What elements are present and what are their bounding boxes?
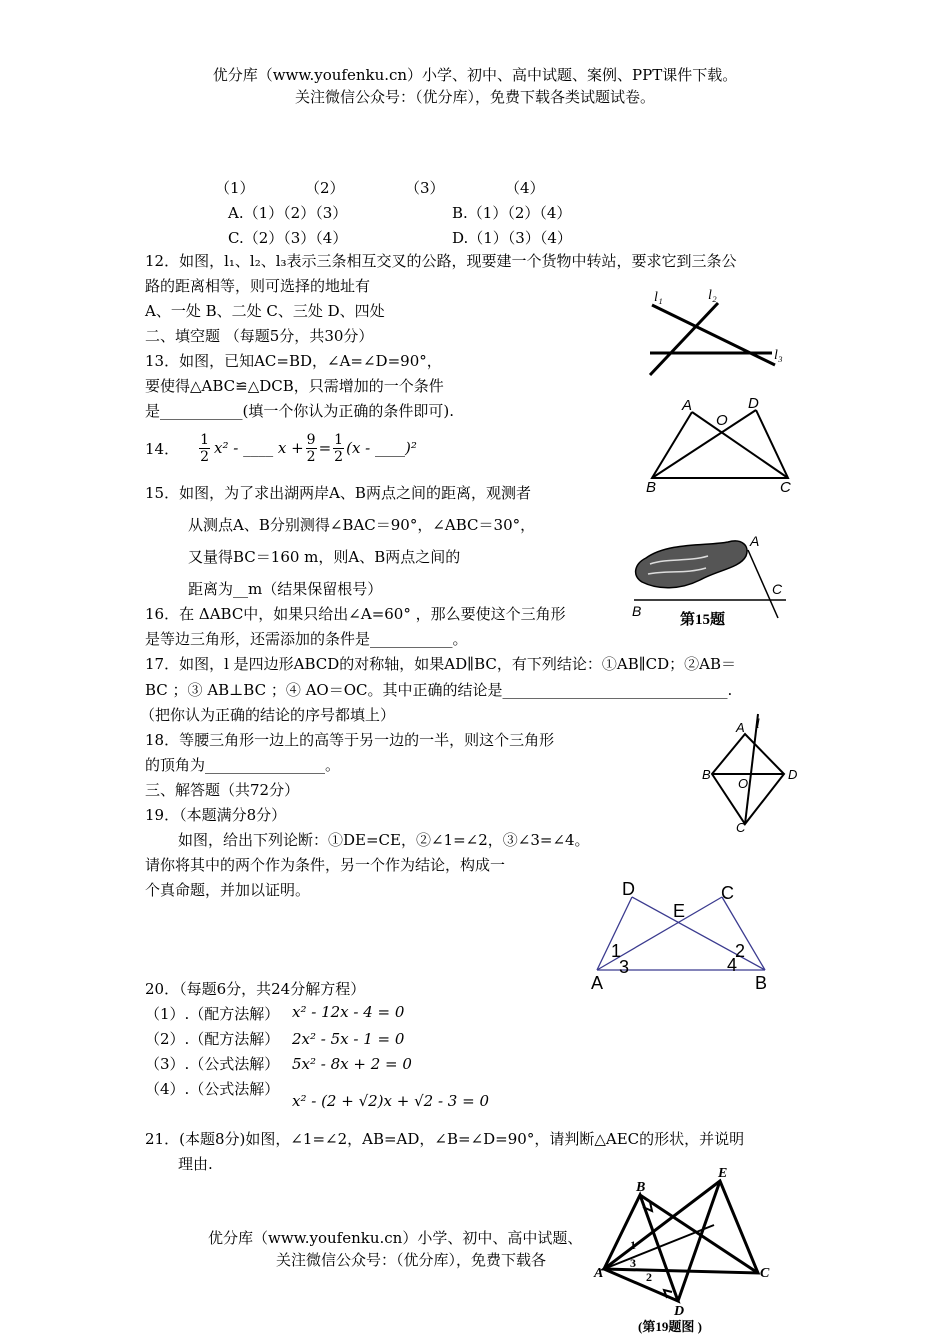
q17-line-3: （把你认为正确的结论的序号都填上） <box>140 706 396 724</box>
label-c: C <box>760 1266 770 1281</box>
q19-line-1: 19．（本题满分8分） <box>145 806 287 824</box>
q20-item-3-equation: 5x² - 8x + 2 = 0 <box>292 1055 412 1073</box>
q11-option-a: A.（1）（2）（3） <box>228 204 348 222</box>
q11-option-b: B.（1）（2）（4） <box>452 204 572 222</box>
label-b: B <box>702 767 711 782</box>
q13-line-2: 要使得△ABC≌△DCB，只需增加的一个条件 <box>145 377 444 395</box>
q20-item-4-label: （4）.（公式法解） <box>145 1080 280 1098</box>
q16-line-1: 16．在 ΔABC中，如果只给出∠A=60° ，那么要使这个三角形 <box>145 605 566 623</box>
label-d: D <box>622 879 635 899</box>
angle-1: 1 <box>630 1238 636 1252</box>
header-line-1: 优分库（www.youfenku.cn）小学、初中、高中试题、案例、PPT课件下载。 <box>212 66 738 84</box>
q20-title: 20．（每题6分，共24分解方程） <box>145 980 366 998</box>
q11-fig-label-3: （3） <box>405 179 445 197</box>
q20-item-1-label: （1）.（配方法解） <box>145 1005 280 1023</box>
footer-line-1: 优分库（www.youfenku.cn）小学、初中、高中试题、 <box>208 1229 583 1247</box>
triangle-abd <box>604 1195 678 1301</box>
q12-line-2: 路的距离相等，则可选择的地址有 <box>145 277 371 295</box>
q19-line-3: 请你将其中的两个作为条件，另一个作为结论，构成一 <box>145 856 506 874</box>
q13-line-1: 13．如图，已知AC=BD，∠A=∠D=90°， <box>145 352 442 370</box>
q19-line-4: 个真命题，并加以证明。 <box>145 881 311 899</box>
label-b: B <box>632 603 642 619</box>
label-a: A <box>736 720 745 735</box>
q14-fraction-2: $\frac{9}{2}$ <box>306 431 316 465</box>
header-line-2: 关注微信公众号：（优分库），免费下载各类试题试卷。 <box>294 88 655 106</box>
label-a: A <box>750 533 760 549</box>
q18-line-2: 的顶角为________________。 <box>145 756 341 774</box>
label-b: B <box>646 479 657 495</box>
angle-2: 2 <box>646 1270 652 1284</box>
q21-figure <box>590 1165 790 1337</box>
q17-line-1: 17．如图，l 是四边形ABCD的对称轴，如果AD∥BC，有下列结论：①AB∥CD；②AB＝ <box>145 655 737 673</box>
label-d: D <box>748 395 759 412</box>
label-o: O <box>738 776 749 791</box>
lake-shape <box>636 541 747 588</box>
q14-fraction-3: $\frac{1}{2}$ <box>334 431 344 465</box>
label-o: O <box>716 412 728 429</box>
label-e: E <box>673 901 686 921</box>
q11-fig-label-1: （1） <box>215 179 255 197</box>
angle-3: 3 <box>619 957 630 977</box>
label-a: A <box>591 973 604 993</box>
q12-line-1: 12．如图，l₁、l₂、l₃表示三条相互交叉的公路，现要建一个货物中转站，要求它到三条公 <box>145 252 737 270</box>
q20-item-4-equation: x² - (2 + √2)x + √2 - 3 = 0 <box>292 1092 489 1110</box>
q21-line-1: 21．(本题8分)如图，∠1=∠2，AB=AD，∠B=∠D=90°，请判断△AEC的形状，并说明 <box>145 1130 745 1148</box>
label-l2: l₂ <box>708 288 717 303</box>
q12-figure <box>640 285 790 380</box>
q20-item-3-label: （3）.（公式法解） <box>145 1055 280 1073</box>
q11-fig-label-2: （2） <box>305 179 345 197</box>
label-l: l <box>756 717 760 732</box>
q15-line-4: 距离为__m（结果保留根号） <box>188 580 383 598</box>
footer-line-2: 关注微信公众号：（优分库），免费下载各 <box>276 1251 547 1269</box>
section-3-title: 三、解答题（共72分） <box>145 781 300 799</box>
q17-figure <box>700 712 810 837</box>
angle-1: 1 <box>611 941 622 961</box>
q20-item-1-equation: x² - 12x - 4 = 0 <box>292 1003 405 1021</box>
q16-line-2: 是等边三角形，还需添加的条件是___________。 <box>145 630 468 648</box>
q15-figure <box>628 528 793 633</box>
q14-number: 14． <box>145 439 180 458</box>
q21-line-2: 理由. <box>178 1155 213 1173</box>
q19-line-2: 如图，给出下列论断：①DE=CE，②∠1=∠2，③∠3=∠4。 <box>178 831 590 849</box>
q13-figure <box>640 390 800 495</box>
q15-line-2: 从测点A、B分别测得∠BAC＝90°，∠ABC＝30°， <box>188 516 536 534</box>
label-b: B <box>636 1180 646 1195</box>
angle-4: 4 <box>727 955 738 975</box>
line-l2 <box>650 303 718 375</box>
q14-equals: = <box>318 439 332 457</box>
label-l1: l₁ <box>654 290 663 305</box>
q17-line-2: BC ；③ AB⊥BC ；④ AO＝OC。其中正确的结论是______________________________. <box>145 681 733 699</box>
figure-caption: 第15题 <box>680 612 726 628</box>
q11-fig-label-4: （4） <box>505 179 545 197</box>
label-l3: l₃ <box>774 348 783 363</box>
angle-2: 2 <box>735 941 746 961</box>
q14-part-1: x² - ____ x + <box>214 439 304 457</box>
label-b: B <box>755 973 768 993</box>
q20-item-2-label: （2）.（配方法解） <box>145 1030 280 1048</box>
q11-option-c: C.（2）（3）（4） <box>228 229 348 247</box>
label-c: C <box>772 581 783 597</box>
label-c: C <box>780 479 791 495</box>
q18-line-1: 18．等腰三角形一边上的高等于另一边的一半，则这个三角形 <box>145 731 555 749</box>
figure-caption: (第19题图 ) <box>638 1319 702 1334</box>
label-a: A <box>682 397 693 414</box>
q15-line-3: 又量得BC＝160 m，则A、B两点之间的 <box>188 548 461 566</box>
q20-item-2-equation: 2x² - 5x - 1 = 0 <box>292 1030 405 1048</box>
q13-line-3: 是___________(填一个你认为正确的条件即可). <box>145 402 454 420</box>
label-d: D <box>674 1304 685 1319</box>
q15-line-1: 15．如图，为了求出湖两岸A、B两点之间的距离，观测者 <box>145 484 531 502</box>
angle-3: 3 <box>630 1256 636 1270</box>
q11-option-d: D.（1）（3）（4） <box>452 229 572 247</box>
label-c: C <box>736 820 746 835</box>
q12-options: A、一处 B、二处 C、三处 D、四处 <box>145 302 385 320</box>
q14-part-2: (x - ____)² <box>346 439 417 457</box>
label-e: E <box>718 1166 728 1181</box>
line-l1 <box>652 305 775 365</box>
label-d: D <box>788 767 798 782</box>
q14-equation <box>145 428 417 468</box>
section-2-title: 二、填空题 （每题5分，共30分） <box>145 327 374 345</box>
q14-fraction-1: $\frac{1}{2}$ <box>200 431 210 465</box>
label-a: A <box>594 1266 604 1281</box>
label-c: C <box>721 883 734 903</box>
q19-figure <box>585 875 785 995</box>
